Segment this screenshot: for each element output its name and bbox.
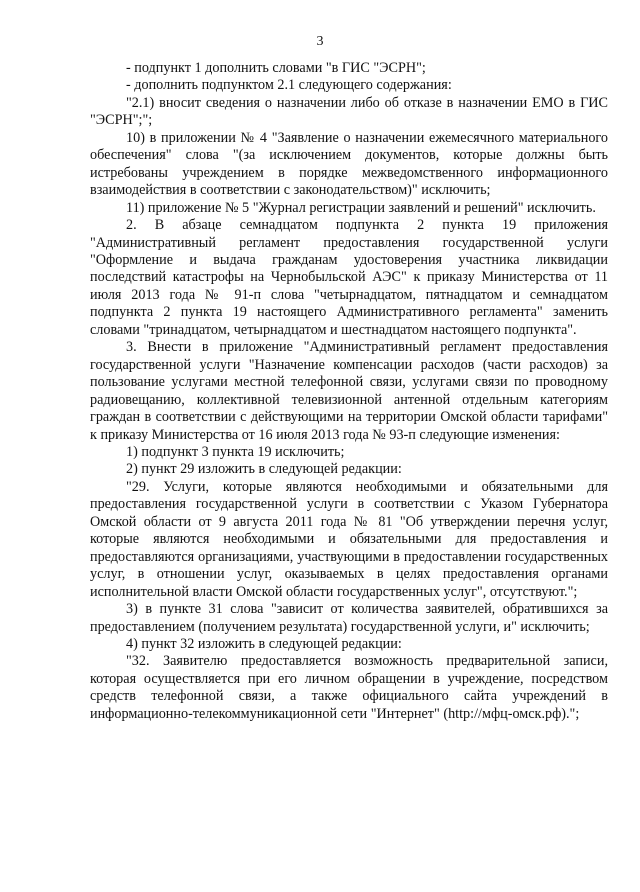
paragraph: "29. Услуги, которые являются необходимыми и обязательными для предоставления государственной услуги в соответствии с Указом Губернатора Омской области от 9 августа 2011 года № 81 "Об утверждении перечня услуг, которые являются необходимыми и обязательными для предоставления и предоставляются организациями, участвующими в предоставлении государственных услуг, в отношении услуг, оказываемых в целях предоставления органами исполнительной власти Омской области государственных услуг", отсутствуют."; xyxy=(90,478,608,600)
paragraph: 10) в приложении № 4 "Заявление о назначении ежемесячного материального обеспечения" слова "(за исключением документов, которые должны быть истребованы учреждением в порядке межведомственного информационного взаимодействия в соответствии с законодательством)" исключить; xyxy=(90,129,608,199)
document-body xyxy=(90,60,608,723)
page-number: 3 xyxy=(316,34,324,49)
paragraph: 11) приложение № 5 "Журнал регистрации заявлений и решений" исключить. xyxy=(126,199,596,216)
paragraph: 1) подпункт 3 пункта 19 исключить; xyxy=(126,443,345,460)
paragraph: - подпункт 1 дополнить словами "в ГИС "ЭСРН"; xyxy=(126,60,426,76)
paragraph: 3) в пункте 31 слова "зависит от количества заявителей, обратившихся за предоставлением (получением результата) государственной услуги, и" исключить; xyxy=(90,601,608,635)
paragraph: "2.1) вносит сведения о назначении либо об отказе в назначении ЕМО в ГИС "ЭСРН";"; xyxy=(90,94,608,129)
paragraph: - дополнить подпунктом 2.1 следующего содержания: xyxy=(126,77,452,94)
paragraph: "32. Заявителю предоставляется возможность предварительной записи, которая осуществляется при его личном обращении в учреждение, посредством средств телефонной связи, а также официального сайта учреждений в информационно-телекоммуникационной сети "Интернет" (http://мфц-омск.рф)."; xyxy=(90,653,608,722)
paragraph: 3. Внести в приложение "Административный регламент предоставления государственной услуги "Назначение компенсации расходов (части расходов) за пользование услугами местной телефонной связи, услугами связи по проводному радиовещанию, коллективной телевизионной антенной отдельным категориям граждан в соответствии с действующими на территории Омской области тарифами" к приказу Министерства от 16 июля 2013 года № 93-п следующие изменения: xyxy=(90,339,608,443)
paragraph: 4) пункт 32 изложить в следующей редакции: xyxy=(126,635,402,652)
paragraph: 2) пункт 29 изложить в следующей редакции: xyxy=(126,461,402,478)
paragraph: 2. В абзаце семнадцатом подпункта 2 пункта 19 приложения "Административный регламент предоставления государственной услуги "Оформление и выдача гражданам удостоверения участника ликвидации последствий катастрофы на Чернобыльской АЭС" к приказу Министерства от 11 июля 2013 года № 91-п слова "четырнадцатом, пятнадцатом и семнадцатом подпункта 2 пункта 19 настоящего Административного регламента" заменить словами "тринадцатом, четырнадцатом и шестнадцатом настоящего подпункта". xyxy=(90,217,608,338)
